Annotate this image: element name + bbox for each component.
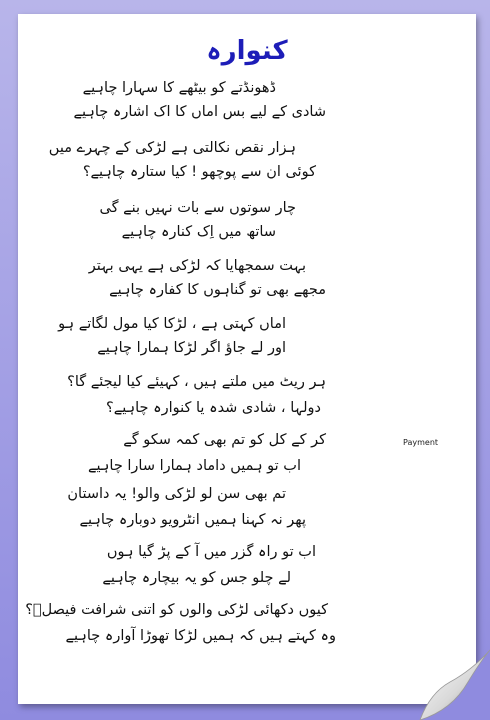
poem-line: شادی کے لیے بس اماں کا اک اشارہ چاہیے	[73, 104, 326, 120]
poem-line: اور لے جاؤ اگر لڑکا ہمارا چاہیے	[97, 340, 286, 356]
poem-line: اب تو ہمیں داماد ہمارا سارا چاہیے	[88, 458, 301, 474]
poem-line: چار سوتوں سے بات نہیں بنے گی	[99, 200, 296, 216]
paper-sheet	[18, 14, 476, 704]
page-curl-icon	[380, 630, 490, 720]
poem-line: اماں کہتی ہے ، لڑکا کیا مول لگاتے ہو	[58, 316, 286, 332]
poem-line: کوئی ان سے پوچھو ! کیا ستارہ چاہیے؟	[82, 164, 316, 180]
poem-line: وہ کہتے ہیں کہ ہمیں لڑکا تھوڑا آوارہ چاہیے	[65, 628, 336, 644]
poem-line: پھر نہ کہنا ہمیں انٹرویو دوبارہ چاہیے	[79, 512, 306, 528]
poem-line: اب تو راہ گزر میں آ کے پڑ گیا ہوں	[106, 544, 316, 560]
poem-line: کیوں دکھائی لڑکی والوں کو اتنی شرافت فیصلؔ؟	[25, 602, 328, 618]
poem-line: مجھے بھی تو گناہوں کا کفارہ چاہیے	[109, 282, 326, 298]
poem-line: بہت سمجھایا کہ لڑکی ہے یہی بہتر	[88, 258, 306, 274]
poem-line: کر کے کل کو تم بھی کمہ سکو گے	[123, 432, 326, 448]
poem-line: دولہا ، شادی شدہ یا کنوارہ چاہیے؟	[106, 400, 321, 416]
payment-label: Payment	[403, 438, 439, 447]
poem-line: تم بھی سن لو لڑکی والو! یہ داستان	[67, 486, 286, 502]
poem-title: کنوارہ	[206, 36, 288, 66]
poem-line: لے چلو جس کو یہ بیچارہ چاہیے	[102, 570, 291, 586]
poem-line: ہر ریٹ میں ملتے ہیں ، کہیئے کیا لیجئے گا؟	[67, 374, 326, 390]
poem-line: ہزار نقص نکالتی ہے لڑکی کے چہرے میں	[48, 140, 296, 156]
poem-line: ساتھ میں اِک کنارہ چاہیے	[121, 224, 276, 240]
poem-line: ڈھونڈتے کو بیٹھے کا سہارا چاہیے	[82, 80, 276, 96]
